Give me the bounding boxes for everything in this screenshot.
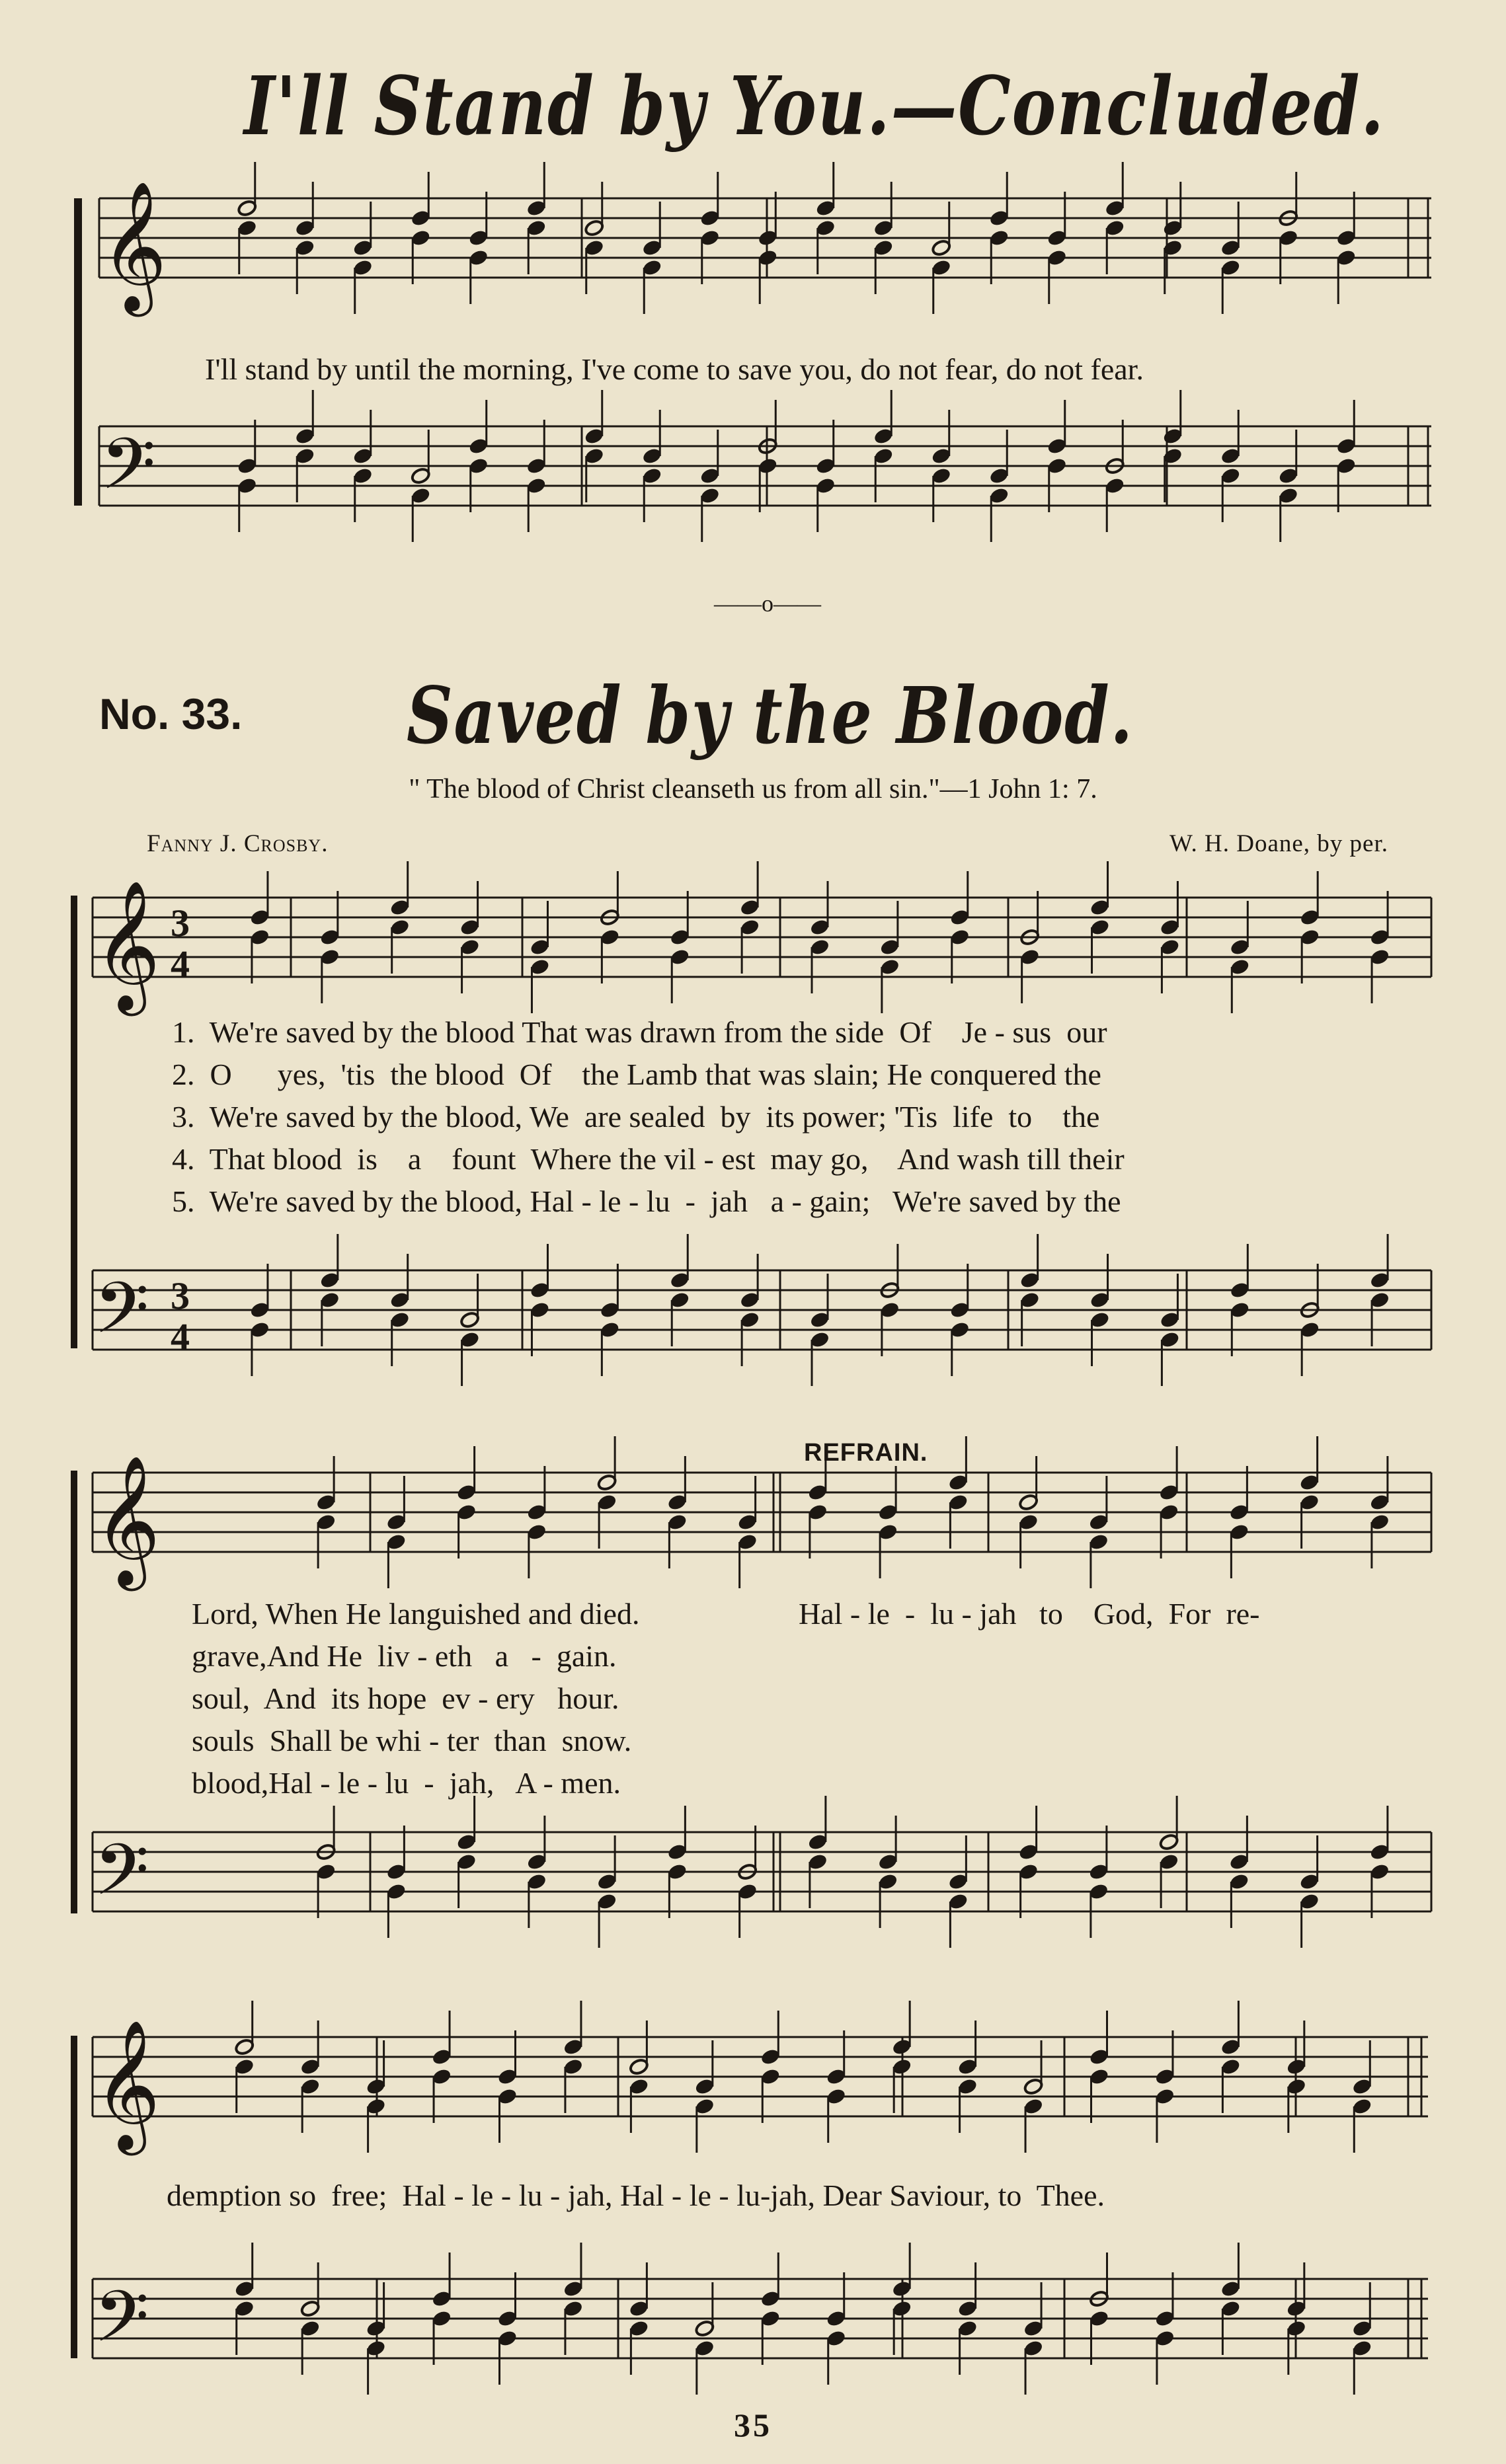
epigraph: " The blood of Christ cleanseth us from all sin."—1 John 1: 7.: [409, 774, 1097, 804]
clef-icon: 𝄢: [100, 422, 156, 523]
verse-4: 4. That blood is a fount Where the vil - est may go, And wash till their: [172, 1142, 1125, 1176]
concluded-title: I'll Stand by You.—Concluded.: [244, 58, 1385, 153]
time-signature: 4: [171, 943, 190, 985]
page-number: 35: [734, 2406, 772, 2444]
composer-credit: W. H. Doane, by per.: [1169, 830, 1388, 857]
clef-icon: 𝄢: [94, 2275, 149, 2375]
time-signature: 3: [171, 902, 190, 944]
verse-3-cont: soul, And its hope ev - ery hour.: [192, 1681, 619, 1715]
verse-5-cont: blood,Hal - le - lu - jah, A - men.: [192, 1766, 621, 1800]
clef-icon: 𝄞: [94, 1455, 161, 1586]
section-separator: ——o——: [714, 590, 821, 617]
refrain-lyric-2: demption so free; Hal - le - lu - jah, Hal - le - lu-jah, Dear Saviour, to Thee.: [167, 2178, 1105, 2212]
time-signature: 4: [171, 1315, 190, 1358]
hymn-number: No. 33.: [99, 689, 243, 738]
clef-icon: 𝄢: [94, 1828, 149, 1929]
clef-icon: 𝄢: [94, 1266, 149, 1367]
verse-3: 3. We're saved by the blood, We are sealed by its power; 'Tis life to the: [172, 1100, 1100, 1134]
clef-icon: 𝄞: [94, 880, 161, 1011]
verse-2: 2. O yes, 'tis the blood Of the Lamb that was slain; He conquered the: [172, 1058, 1101, 1091]
concluded-lyric: I'll stand by until the morning, I've come to save you, do not fear, do not fear.: [205, 352, 1144, 386]
verse-4-cont: souls Shall be whi - ter than snow.: [192, 1724, 632, 1757]
clef-icon: 𝄞: [100, 180, 167, 311]
hymn-title: Saved by the Blood.: [407, 670, 1134, 761]
refrain-label: REFRAIN.: [804, 1439, 928, 1467]
time-signature: 3: [171, 1274, 190, 1317]
verse-2-cont: grave,And He liv - eth a - gain.: [192, 1639, 617, 1673]
author-credit: Fanny J. Crosby.: [147, 830, 329, 857]
verse-1: 1. We're saved by the blood That was drawn from the side Of Je - sus our: [172, 1015, 1107, 1049]
verse-1-cont: Lord, When He languished and died.: [192, 1597, 640, 1631]
clef-icon: 𝄞: [94, 2019, 161, 2150]
verse-5: 5. We're saved by the blood, Hal - le - lu - jah a - gain; We're saved by the: [172, 1184, 1121, 1218]
refrain-lyric-1: Hal - le - lu - jah to God, For re-: [799, 1597, 1260, 1631]
